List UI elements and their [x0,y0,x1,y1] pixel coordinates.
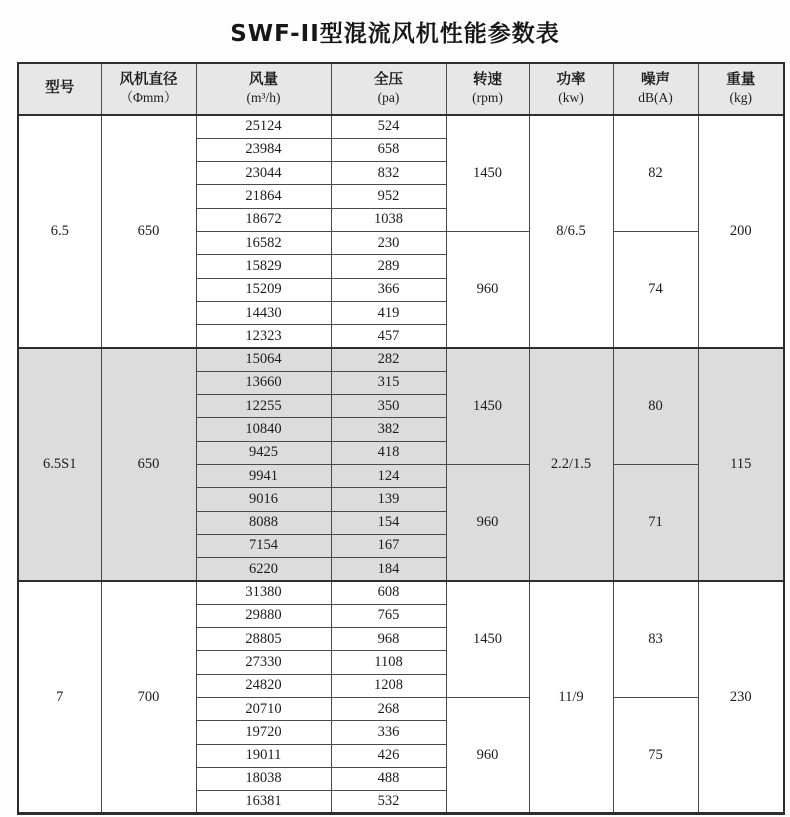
flow-cell: 21864 [196,185,331,208]
col-header-pressure-unit: (pa) [377,90,400,106]
model-cell: 7 [18,581,101,814]
pressure-cell: 457 [331,325,446,348]
pressure-cell: 524 [331,115,446,138]
flow-cell: 16582 [196,231,331,254]
pressure-cell: 968 [331,628,446,651]
flow-cell: 9425 [196,441,331,464]
pressure-cell: 167 [331,534,446,557]
model-group-6.5 [18,115,784,348]
flow-cell: 6220 [196,558,331,581]
flow-cell: 25124 [196,115,331,138]
flow-cell: 9941 [196,464,331,487]
fan-performance-table [17,62,785,815]
pressure-cell: 366 [331,278,446,301]
pressure-cell: 488 [331,767,446,790]
pressure-cell: 289 [331,255,446,278]
col-header-pressure [331,63,446,115]
flow-cell: 10840 [196,418,331,441]
model-group-6.5S1 [18,348,784,581]
flow-cell: 7154 [196,534,331,557]
pressure-cell: 139 [331,488,446,511]
table-row [18,348,784,371]
flow-cell: 9016 [196,488,331,511]
col-header-flow-unit: (m³/h) [246,90,281,106]
pressure-cell: 184 [331,558,446,581]
col-header-noise-unit: dB(A) [638,90,673,106]
flow-cell: 24820 [196,674,331,697]
noise-cell: 82 [613,115,698,231]
model-group-7 [18,581,784,814]
flow-cell: 13660 [196,371,331,394]
flow-cell: 31380 [196,581,331,604]
col-header-power-unit: (kw) [558,90,584,106]
speed-cell: 960 [446,697,529,813]
flow-cell: 12255 [196,395,331,418]
noise-cell: 83 [613,581,698,697]
speed-cell: 1450 [446,115,529,231]
pressure-cell: 315 [331,371,446,394]
pressure-cell: 382 [331,418,446,441]
flow-cell: 18672 [196,208,331,231]
col-header-noise [613,63,698,115]
model-cell: 6.5 [18,115,101,348]
flow-cell: 16381 [196,791,331,814]
power-cell: 2.2/1.5 [529,348,613,581]
flow-cell: 12323 [196,325,331,348]
pressure-cell: 952 [331,185,446,208]
noise-cell: 74 [613,231,698,347]
col-header-diameter [101,63,196,115]
power-cell: 8/6.5 [529,115,613,348]
diameter-cell: 650 [101,348,196,581]
col-header-flow [196,63,331,115]
flow-cell: 19011 [196,744,331,767]
speed-cell: 960 [446,231,529,347]
col-header-power-label: 功率 [556,71,586,88]
flow-cell: 28805 [196,628,331,651]
col-header-speed-label: 转速 [473,71,502,88]
flow-cell: 15209 [196,278,331,301]
flow-cell: 14430 [196,301,331,324]
pressure-cell: 426 [331,744,446,767]
col-header-diameter-label: 风机直径 [119,71,178,88]
pressure-cell: 832 [331,162,446,185]
pressure-cell: 350 [331,395,446,418]
weight-cell: 115 [698,348,784,581]
col-header-weight [698,63,784,115]
flow-cell: 19720 [196,721,331,744]
pressure-cell: 658 [331,138,446,161]
flow-cell: 8088 [196,511,331,534]
table-row [18,581,784,604]
col-header-speed-unit: (rpm) [472,90,503,106]
col-header-power [529,63,613,115]
flow-cell: 23984 [196,138,331,161]
pressure-cell: 268 [331,697,446,720]
pressure-cell: 608 [331,581,446,604]
weight-cell: 200 [698,115,784,348]
speed-cell: 1450 [446,348,529,464]
col-header-pressure-label: 全压 [374,71,403,88]
col-header-weight-unit: (kg) [729,90,752,106]
flow-cell: 29880 [196,604,331,627]
pressure-cell: 1108 [331,651,446,674]
model-cell: 6.5S1 [18,348,101,581]
pressure-cell: 1208 [331,674,446,697]
page-title: SWF-II型混流风机性能参数表 [230,21,560,47]
diameter-cell: 700 [101,581,196,814]
col-header-speed [446,63,529,115]
flow-cell: 15064 [196,348,331,371]
pressure-cell: 532 [331,791,446,814]
noise-cell: 71 [613,464,698,580]
col-header-model [18,63,101,115]
col-header-weight-label: 重量 [726,71,756,88]
noise-cell: 75 [613,697,698,813]
pressure-cell: 282 [331,348,446,371]
col-header-flow-label: 风量 [249,71,278,88]
pressure-cell: 1038 [331,208,446,231]
weight-cell: 230 [698,581,784,814]
col-header-diameter-unit: （Φmm） [119,90,178,106]
flow-cell: 15829 [196,255,331,278]
flow-cell: 20710 [196,697,331,720]
flow-cell: 23044 [196,162,331,185]
flow-cell: 18038 [196,767,331,790]
col-header-noise-label: 噪声 [641,71,670,88]
table-row [18,115,784,138]
speed-cell: 960 [446,464,529,580]
power-cell: 11/9 [529,581,613,814]
diameter-cell: 650 [101,115,196,348]
pressure-cell: 765 [331,604,446,627]
pressure-cell: 418 [331,441,446,464]
col-header-model-label: 型号 [45,80,75,97]
pressure-cell: 124 [331,464,446,487]
pressure-cell: 336 [331,721,446,744]
pressure-cell: 230 [331,231,446,254]
pressure-cell: 419 [331,301,446,324]
speed-cell: 1450 [446,581,529,697]
flow-cell: 27330 [196,651,331,674]
pressure-cell: 154 [331,511,446,534]
table-header-row [18,63,784,115]
noise-cell: 80 [613,348,698,464]
